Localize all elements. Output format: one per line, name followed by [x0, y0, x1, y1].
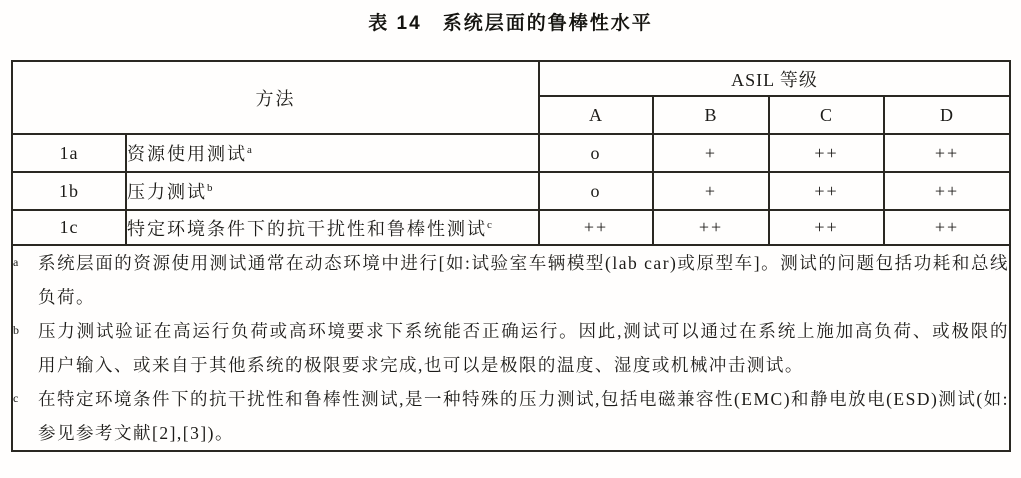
asil-level-b-header: B: [653, 96, 769, 134]
method-label: 资源使用测试: [127, 144, 247, 164]
rating-cell: ++: [884, 210, 1010, 245]
rating-cell: ++: [769, 172, 884, 210]
method-name: [126, 210, 539, 245]
rating-cell: o: [539, 134, 653, 172]
row-id: 1b: [12, 172, 126, 210]
rating-cell: +: [653, 134, 769, 172]
rating-cell: ++: [769, 210, 884, 245]
footnote-ref-a: a: [247, 144, 252, 156]
table-title: 表 14 系统层面的鲁棒性水平: [368, 13, 653, 34]
footnotes-row: [12, 245, 1010, 451]
footnote-marker-a: a: [13, 255, 19, 269]
robustness-table: [11, 60, 1011, 452]
footnote-marker-c: c: [13, 391, 19, 405]
rating-cell: ++: [769, 134, 884, 172]
asil-level-a-header: A: [539, 96, 653, 134]
footnote-ref-b: b: [207, 182, 213, 194]
method-column-header: 方法: [12, 61, 539, 134]
footnote-ref-c: c: [487, 218, 492, 231]
footnote-c: [13, 382, 1009, 450]
footnote-text-b: 压力测试验证在高运行负荷或高环境要求下系统能否正确运行。因此,测试可以通过在系统上施加高负荷、或极限的用户输入、或来自于其他系统的极限要求完成,也可以是极限的温度、湿度或机械冲击测试。: [38, 321, 1010, 375]
method-label: 特定环境条件下的抗干扰性和鲁棒性测试: [127, 218, 487, 239]
table-row-1b: [12, 172, 1010, 210]
footnote-b: [13, 314, 1009, 382]
method-name: [126, 172, 539, 210]
rating-cell: ++: [884, 134, 1010, 172]
row-id: 1c: [12, 210, 126, 245]
footnote-a: [13, 246, 1009, 314]
rating-cell: ++: [884, 172, 1010, 210]
method-name: [126, 134, 539, 172]
asil-level-d-header: D: [884, 96, 1010, 134]
asil-group-header: ASIL 等级: [539, 61, 1010, 96]
rating-cell: +: [653, 172, 769, 210]
table-row-1c: [12, 210, 1010, 245]
footnote-text-a: 系统层面的资源使用测试通常在动态环境中进行[如:试验室车辆模型(lab car)或原型车]。测试的问题包括功耗和总线负荷。: [38, 253, 1010, 307]
row-id: 1a: [12, 134, 126, 172]
footnotes-cell: [12, 245, 1010, 451]
rating-cell: o: [539, 172, 653, 210]
rating-cell: ++: [539, 210, 653, 245]
method-label: 压力测试: [127, 182, 207, 202]
rating-cell: ++: [653, 210, 769, 245]
footnote-marker-b: b: [13, 323, 19, 337]
footnote-text-c: 在特定环境条件下的抗干扰性和鲁棒性测试,是一种特殊的压力测试,包括电磁兼容性(EMC)和静电放电(ESD)测试(如:参见参考文献[2],[3])。: [38, 389, 1010, 443]
table-row-1a: [12, 134, 1010, 172]
asil-level-c-header: C: [769, 96, 884, 134]
